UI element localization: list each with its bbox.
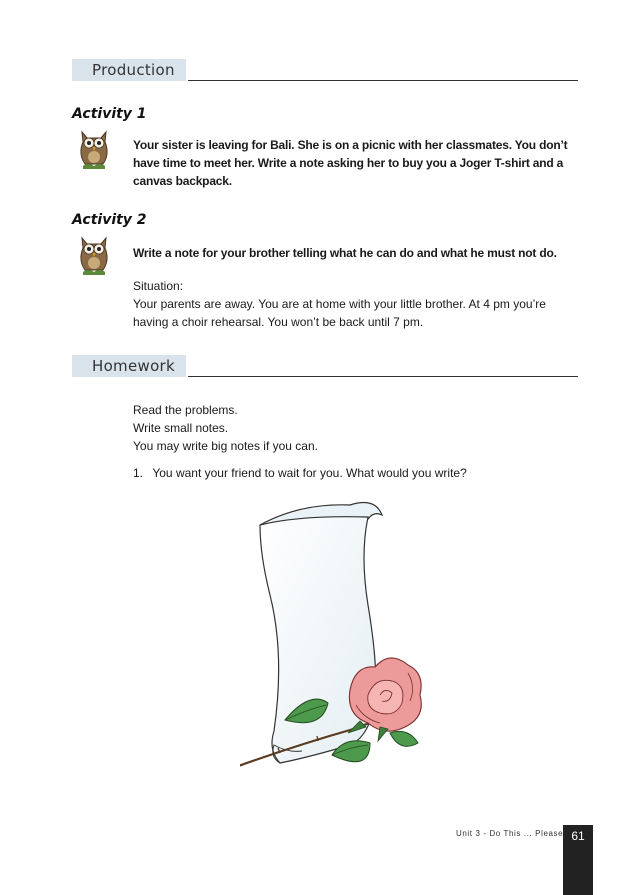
homework-divider xyxy=(188,376,578,377)
homework-line: You may write big notes if you can. xyxy=(133,439,318,453)
production-divider xyxy=(188,80,578,81)
activity-2-heading: Activity 2 xyxy=(72,212,147,228)
activity-1-line: have time to meet her. Write a note asking her to buy you a Joger T-shirt and a xyxy=(133,156,564,170)
production-section-bar xyxy=(72,59,578,81)
page-number: 61 xyxy=(571,829,585,843)
situation-text xyxy=(133,295,579,331)
homework-tab: Homework xyxy=(72,355,186,377)
homework-section-bar xyxy=(72,355,578,377)
activity-1-text xyxy=(133,136,579,190)
homework-line: Write small notes. xyxy=(133,421,229,435)
owl-icon xyxy=(76,128,112,170)
note-paper-rose-illustration xyxy=(240,495,440,785)
activity-1-heading: Activity 1 xyxy=(72,106,147,122)
question-1-text: You want your friend to wait for you. What would you write? xyxy=(152,466,467,480)
homework-line: Read the problems. xyxy=(133,403,238,417)
homework-instructions xyxy=(133,401,579,455)
question-1-number: 1. xyxy=(133,466,144,480)
footer-unit-title: Unit 3 - Do This ... Please xyxy=(456,829,564,838)
page-number-box xyxy=(563,825,593,895)
production-tab: Production xyxy=(72,59,186,81)
situation-label: Situation: xyxy=(133,279,184,293)
activity-2-instruction: Write a note for your brother telling what he can do and what he must not do. xyxy=(133,246,557,260)
question-1 xyxy=(133,464,579,482)
owl-icon xyxy=(76,234,112,276)
situation-line: Your parents are away. You are at home with your little brother. At 4 pm you’re xyxy=(133,297,546,311)
situation-line: having a choir rehearsal. You won’t be back until 7 pm. xyxy=(133,315,424,329)
activity-1-line: Your sister is leaving for Bali. She is on a picnic with her classmates. You don’t xyxy=(133,138,568,152)
activity-1-line: canvas backpack. xyxy=(133,174,232,188)
